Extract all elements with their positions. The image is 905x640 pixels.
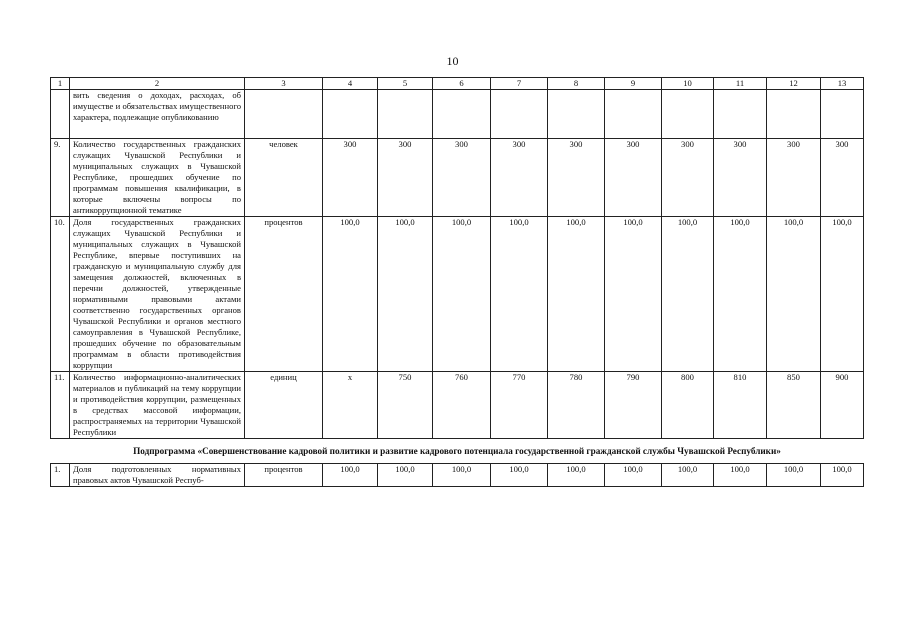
table-header-row [51, 78, 864, 90]
value-cell: 750 [378, 372, 433, 439]
row-number: 11. [51, 372, 70, 439]
column-header: 1 [51, 78, 70, 90]
value-cell: 100,0 [821, 217, 864, 372]
indicator-description: Доля государственных гражданских служащих Чувашской Республики и муниципальных служащих в Чувашской Республике, впервые поступивших на гражданскую и муниципальную службу для замещения должностей, включенных в перечни должностей, утвержденные нормативными правовыми актами соответственно государственных органов Чувашской Республики и органов местного самоуправления в Чувашской Республике, прошедших обучение по образовательным программам в области противодействия коррупции [70, 217, 245, 372]
value-cell [605, 90, 662, 139]
value-cell: 790 [605, 372, 662, 439]
value-cell: 810 [714, 372, 767, 439]
column-header: 7 [491, 78, 548, 90]
value-cell: 100,0 [605, 464, 662, 487]
table-row [51, 217, 864, 372]
value-cell: 100,0 [767, 464, 821, 487]
value-cell: 100,0 [433, 217, 491, 372]
row-number: 9. [51, 139, 70, 217]
column-header: 2 [70, 78, 245, 90]
value-cell: 760 [433, 372, 491, 439]
table-row [51, 90, 864, 139]
table-row [51, 372, 864, 439]
row-number: 1. [51, 464, 70, 487]
value-cell: 300 [662, 139, 714, 217]
section-heading-row [51, 439, 864, 464]
value-cell [378, 90, 433, 139]
value-cell: 300 [548, 139, 605, 217]
indicators-table [50, 77, 864, 487]
subprogram-title: Подпрограмма «Совершенствование кадровой политики и развитие кадрового потенциала государственной гражданской службы Чувашской Республики» [51, 439, 864, 464]
value-cell: 300 [433, 139, 491, 217]
value-cell: 800 [662, 372, 714, 439]
value-cell: 300 [491, 139, 548, 217]
column-header: 5 [378, 78, 433, 90]
indicator-description: Доля подготовленных нормативных правовых актов Чувашской Респуб- [70, 464, 245, 487]
table-row [51, 464, 864, 487]
value-cell: 100,0 [714, 217, 767, 372]
value-cell: 770 [491, 372, 548, 439]
value-cell: 100,0 [662, 217, 714, 372]
indicator-description: Количество информационно-аналитических материалов и публикаций на тему коррупции и противодействия коррупции, размещенных в средствах массовой информации, распространяемых на территории Чувашской Республики [70, 372, 245, 439]
value-cell: 300 [605, 139, 662, 217]
value-cell: 300 [714, 139, 767, 217]
unit-cell: единиц [245, 372, 323, 439]
value-cell: 100,0 [767, 217, 821, 372]
value-cell [548, 90, 605, 139]
value-cell: 100,0 [605, 217, 662, 372]
value-cell: 100,0 [548, 464, 605, 487]
value-cell: 100,0 [821, 464, 864, 487]
value-cell: 100,0 [548, 217, 605, 372]
value-cell [323, 90, 378, 139]
unit-cell: человек [245, 139, 323, 217]
value-cell [714, 90, 767, 139]
unit-cell [245, 90, 323, 139]
column-header: 8 [548, 78, 605, 90]
value-cell: 300 [767, 139, 821, 217]
value-cell: 100,0 [491, 464, 548, 487]
value-cell: 100,0 [378, 217, 433, 372]
value-cell: 850 [767, 372, 821, 439]
value-cell [433, 90, 491, 139]
page-number: 10 [446, 54, 459, 68]
row-number: 10. [51, 217, 70, 372]
value-cell: 100,0 [662, 464, 714, 487]
value-cell: 780 [548, 372, 605, 439]
value-cell: 100,0 [433, 464, 491, 487]
value-cell: 100,0 [491, 217, 548, 372]
column-header: 10 [662, 78, 714, 90]
value-cell: 900 [821, 372, 864, 439]
value-cell: 100,0 [714, 464, 767, 487]
column-header: 6 [433, 78, 491, 90]
value-cell [491, 90, 548, 139]
value-cell: 100,0 [323, 217, 378, 372]
value-cell [662, 90, 714, 139]
value-cell: 100,0 [378, 464, 433, 487]
column-header: 11 [714, 78, 767, 90]
value-cell: 300 [323, 139, 378, 217]
column-header: 9 [605, 78, 662, 90]
row-number [51, 90, 70, 139]
indicator-description: вить сведения о доходах, расходах, об имуществе и обязательствах имущественного характера, подлежащие опубликованию [70, 90, 245, 139]
value-cell: 300 [378, 139, 433, 217]
column-header: 12 [767, 78, 821, 90]
value-cell: 300 [821, 139, 864, 217]
value-cell [767, 90, 821, 139]
unit-cell: процентов [245, 217, 323, 372]
column-header: 3 [245, 78, 323, 90]
table-row [51, 139, 864, 217]
value-cell: х [323, 372, 378, 439]
value-cell: 100,0 [323, 464, 378, 487]
unit-cell: процентов [245, 464, 323, 487]
indicator-description: Количество государственных гражданских служащих Чувашской Республики и муниципальных служащих в Чувашской Республике, прошедших обучение по программам повышения квалификации, в которые включены вопросы по антикоррупционной тематике [70, 139, 245, 217]
column-header: 4 [323, 78, 378, 90]
value-cell [821, 90, 864, 139]
column-header: 13 [821, 78, 864, 90]
